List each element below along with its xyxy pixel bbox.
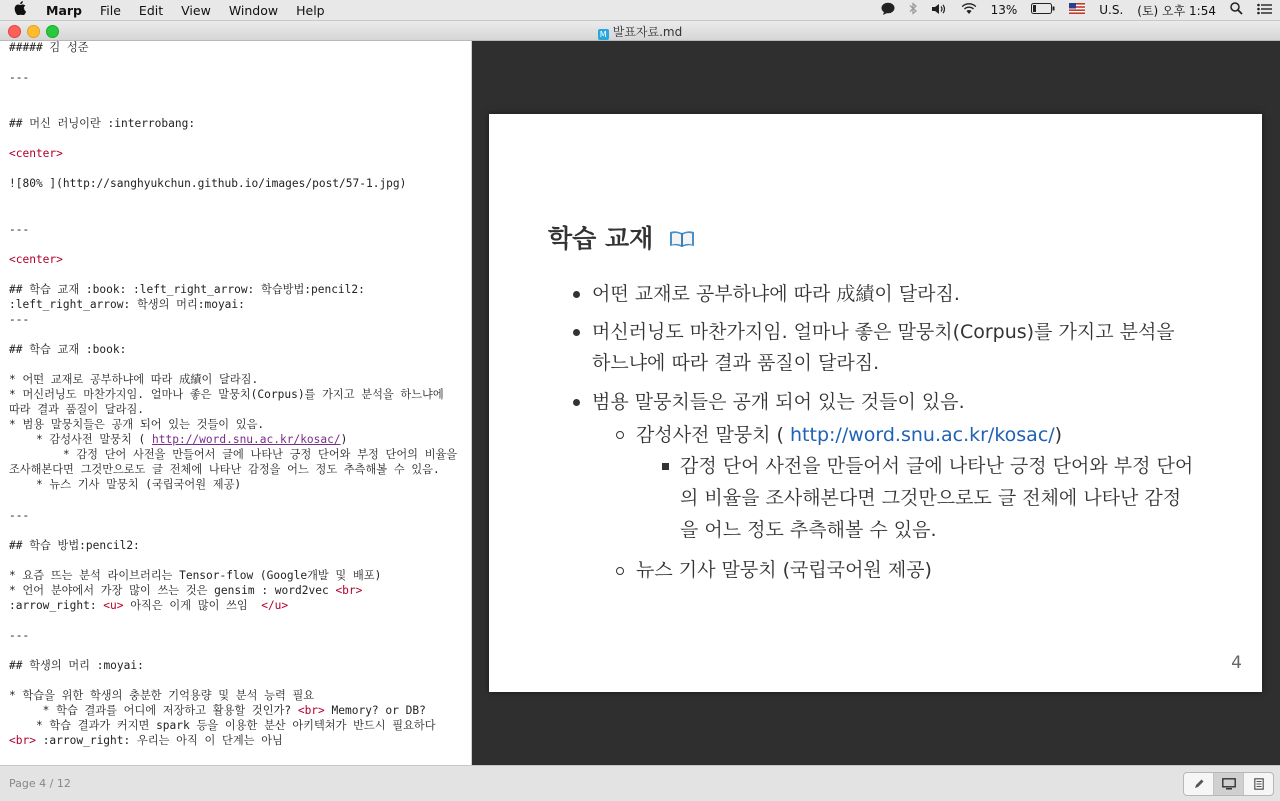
editor-text: :arrow_right: 우리는 아직 이 단계는 아님 — [35, 734, 283, 747]
menu-window[interactable]: Window — [228, 2, 279, 18]
editor-line[interactable]: <center> — [9, 253, 63, 266]
editor-line[interactable]: ![80% ](http://sanghyukchun.github.io/images/post/57-1.jpg) — [9, 177, 407, 190]
document-title — [0, 23, 1280, 40]
apple-icon[interactable] — [0, 1, 40, 19]
slide-sub-sub-bullet-continuation: 을 어느 정도 추측해볼 수 있음. — [680, 519, 937, 541]
editor-line[interactable] — [9, 734, 283, 748]
slide-bullet: 어떤 교재로 공부하냐에 따라 成績이 달라짐. — [592, 283, 960, 305]
editor-line[interactable]: ## 학습 교재 :book: :left_right_arrow: 학습방법:pencil2: — [9, 283, 365, 296]
slide-sub-bullet-text: 감성사전 말뭉치 ( — [636, 424, 791, 446]
editor-html-tag: <br> — [9, 734, 36, 747]
input-source-label[interactable]: U.S. — [1099, 3, 1124, 17]
editor-line[interactable]: * 학습 결과가 커지면 spark 등을 이용한 분산 아키텍쳐가 반드시 필요하다 — [9, 719, 436, 732]
editor-line[interactable]: * 어떤 교재로 공부하냐에 따라 成績이 달라짐. — [9, 373, 259, 386]
editor-line[interactable] — [9, 584, 362, 598]
editor-html-tag: <br> — [335, 584, 363, 597]
window-title-bar — [0, 21, 1280, 41]
slide-sub-sub-bullet: 감정 단어 사전을 만들어서 글에 나타난 긍정 단어와 부정 단어 — [680, 455, 1194, 477]
editor-line[interactable]: --- — [9, 313, 30, 326]
status-bar — [0, 765, 1280, 801]
editor-line[interactable]: * 범용 말뭉치들은 공개 되어 있는 것들이 있음. — [9, 418, 265, 431]
editor-text: ) — [340, 433, 348, 446]
editor-html-tag: </u> — [261, 599, 289, 612]
editor-text: * 감성사전 말뭉치 ( — [9, 433, 153, 446]
editor-line[interactable]: --- — [9, 629, 30, 642]
markdown-editor[interactable] — [0, 41, 472, 765]
wifi-icon[interactable] — [961, 3, 977, 18]
menubar-clock[interactable]: (토) 오후 1:54 — [1137, 3, 1216, 18]
menu-edit[interactable]: Edit — [138, 2, 164, 18]
kosac-link[interactable]: http://word.snu.ac.kr/kosac/ — [790, 424, 1055, 446]
slide-bullet-continuation: 하느냐에 따라 결과 품질이 달라짐. — [592, 352, 880, 374]
chat-bubble-icon[interactable] — [881, 2, 895, 18]
preview-view-button[interactable] — [1214, 773, 1244, 795]
slide-bullet: 머신러닝도 마찬가지임. 얼마나 좋은 말뭉치(Corpus)를 가지고 분석을 — [592, 321, 1175, 343]
bullet-disc — [573, 291, 580, 298]
battery-icon[interactable] — [1031, 3, 1055, 17]
editor-view-button[interactable] — [1184, 773, 1214, 795]
editor-line[interactable] — [9, 599, 288, 613]
menu-app-marp[interactable]: Marp — [46, 2, 82, 18]
editor-line[interactable]: 따라 결과 품질이 달라짐. — [9, 403, 145, 416]
bullet-disc — [573, 329, 580, 336]
editor-text: Memory? or DB? — [324, 704, 426, 717]
editor-text: 아직은 이게 많이 쓰임 — [123, 599, 262, 612]
notification-list-icon[interactable] — [1257, 3, 1272, 18]
editor-line[interactable]: :left_right_arrow: 학생의 머리:moyai: — [9, 298, 245, 311]
open-book-icon — [668, 226, 696, 246]
editor-line[interactable]: --- — [9, 223, 30, 236]
editor-text: :arrow_right: — [9, 599, 104, 612]
document-icon — [1254, 775, 1264, 794]
editor-line[interactable] — [9, 704, 426, 718]
slide — [489, 114, 1262, 692]
editor-text: * 언어 분야에서 가장 많이 쓰는 것은 gensim : word2vec — [9, 584, 336, 597]
menu-help[interactable]: Help — [296, 2, 325, 18]
menu-view[interactable]: View — [181, 2, 211, 18]
editor-line[interactable]: ## 학습 방법:pencil2: — [9, 539, 140, 552]
pencil-icon — [1193, 775, 1205, 794]
slide-sub-bullet-text: ) — [1054, 424, 1063, 446]
battery-percent: 13% — [990, 3, 1018, 17]
editor-url-link[interactable]: http://word.snu.ac.kr/kosac/ — [152, 433, 341, 446]
editor-line[interactable]: ## 학생의 머리 :moyai: — [9, 659, 144, 672]
editor-html-tag: <br> — [297, 704, 325, 717]
slide-title — [548, 219, 696, 255]
editor-line[interactable]: --- — [9, 71, 30, 84]
editor-line[interactable] — [9, 433, 347, 447]
slide-sub-bullet — [636, 419, 1062, 451]
slide-preview-pane[interactable] — [472, 41, 1280, 765]
editor-line[interactable]: * 머신러닝도 마찬가지임. 얼마나 좋은 말뭉치(Corpus)를 가지고 분석을 하느냐에 — [9, 388, 444, 401]
editor-line[interactable]: * 감정 단어 사전을 만들어서 글에 나타난 긍정 단어와 부정 단어의 비율을 — [9, 448, 458, 461]
document-title-text: 발표자료.md — [612, 25, 683, 39]
bullet-square — [662, 463, 669, 470]
slide-sub-sub-bullet-continuation: 의 비율을 조사해본다면 그것만으로도 글 전체에 나타난 감정 — [680, 487, 1182, 509]
slide-page-number: 4 — [1231, 653, 1242, 673]
page-indicator: Page 4 / 12 — [9, 777, 71, 790]
monitor-icon — [1222, 775, 1236, 794]
editor-line[interactable]: --- — [9, 509, 30, 522]
slide-bullet: 범용 말뭉치들은 공개 되어 있는 것들이 있음. — [592, 391, 965, 413]
editor-line[interactable]: ## 학습 교재 :book: — [9, 343, 127, 356]
editor-line[interactable]: * 요즘 뜨는 분석 라이브러리는 Tensor-flow (Google개발 및 배포) — [9, 569, 382, 582]
editor-line[interactable]: * 학습을 위한 학생의 충분한 기억용량 및 분석 능력 필요 — [9, 689, 315, 702]
editor-html-tag: <u> — [103, 599, 124, 612]
slide-view-button[interactable] — [1244, 773, 1273, 795]
editor-text: * 학습 결과를 어디에 저장하고 활용할 것인가? — [9, 704, 298, 717]
us-flag-icon[interactable] — [1069, 3, 1085, 17]
slide-sub-bullet: 뉴스 기사 말뭉치 (국립국어원 제공) — [636, 559, 932, 581]
bullet-circle — [616, 567, 624, 575]
editor-line[interactable]: ##### 김 성준 — [9, 41, 89, 54]
bullet-disc — [573, 399, 580, 406]
menu-bar — [0, 0, 1280, 21]
bluetooth-icon[interactable] — [909, 2, 917, 18]
markdown-file-icon: M — [598, 29, 609, 40]
bullet-circle — [616, 431, 624, 439]
editor-line[interactable]: <center> — [9, 147, 63, 160]
spotlight-search-icon[interactable] — [1230, 2, 1243, 18]
view-mode-switcher — [1183, 772, 1274, 796]
editor-line[interactable]: * 뉴스 기사 말뭉치 (국립국어원 제공) — [9, 478, 242, 491]
editor-line[interactable]: ## 머신 러닝이란 :interrobang: — [9, 117, 196, 130]
menu-file[interactable]: File — [100, 2, 121, 18]
volume-icon[interactable] — [931, 3, 947, 18]
slide-title-text: 학습 교재 — [548, 224, 654, 253]
editor-line[interactable]: 조사해본다면 그것만으로도 글 전체에 나타난 감정을 어느 정도 추측해볼 수 있음. — [9, 463, 440, 476]
